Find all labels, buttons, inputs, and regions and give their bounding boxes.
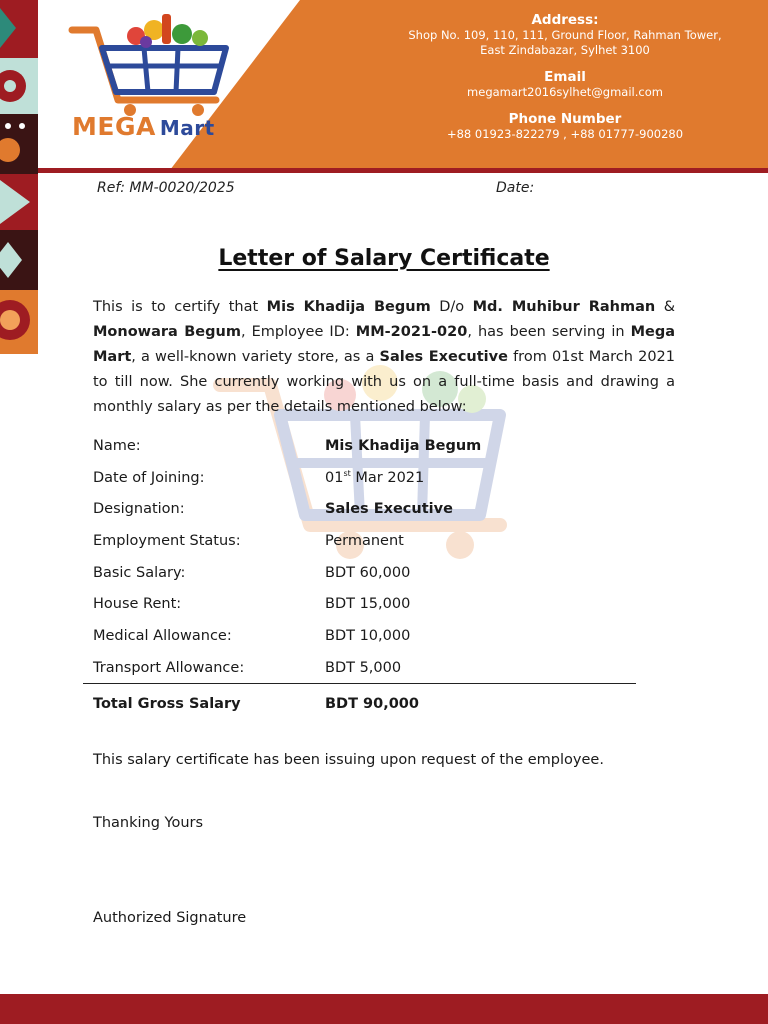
father-name: Md. Muhibur Rahman [472, 299, 656, 315]
page-title: Letter of Salary Certificate [218, 246, 550, 271]
signature-line: Authorized Signature [93, 910, 247, 926]
phone-value: +88 01923-822279 , +88 01777-900280 [446, 127, 684, 141]
address-label: Address: [531, 12, 599, 28]
email-value: megamart2016sylhet@gmail.com [467, 85, 663, 99]
detail-row: Medical Allowance: BDT 10,000 [93, 627, 411, 644]
detail-row: Name: Mis Khadija Begum [93, 437, 482, 454]
address-line-1: Shop No. 109, 110, 111, Ground Floor, Rahman Tower, [408, 28, 722, 42]
address-line-2: East Zindabazar, Sylhet 3100 [480, 43, 650, 57]
logo-brand: MEGA [72, 112, 156, 141]
detail-row: House Rent: BDT 15,000 [93, 596, 411, 613]
phone-label: Phone Number [508, 111, 622, 127]
logo-sub: Mart [159, 116, 215, 140]
mother-name: Monowara Begum [93, 324, 241, 340]
date-label: Date: [496, 180, 535, 196]
total-row: Total Gross Salary BDT 90,000 [93, 696, 419, 712]
employee-id: MM-2021-020 [355, 324, 468, 340]
logo-wordmark [72, 112, 215, 141]
employee-name: Mis Khadija Begum [266, 299, 431, 315]
salary-details [93, 430, 633, 684]
decorative-pattern [0, 0, 38, 354]
detail-row: Designation: Sales Executive [93, 501, 453, 518]
header-divider [0, 168, 768, 173]
intro-paragraph: This is to certify that Mis Khadija Begum D/o Md. Muhibur Rahman & Monowara Begum, Employee ID: MM-2021-020, has been serving in Mega Mart, a well-known variety store, as a Sales Executive from 01st March 2021 to till now. She currently working with us on a full-time basis and drawing a monthly salary as per the details mentioned below: [93, 299, 676, 415]
detail-row: Employment Status: Permanent [93, 532, 404, 549]
reference-number: Ref: MM-0020/2025 [97, 180, 235, 196]
detail-row: Date of Joining: 01st Mar 2021 [93, 469, 425, 486]
designation: Sales Executive [379, 349, 508, 365]
email-label: Email [544, 69, 586, 85]
detail-row: Transport Allowance: BDT 5,000 [93, 659, 402, 676]
total-divider [83, 683, 636, 684]
company-name: Mega Mart [93, 324, 675, 365]
thanks-line: Thanking Yours [93, 815, 204, 831]
footer-band [0, 994, 768, 1024]
closing-statement: This salary certificate has been issuing upon request of the employee. [93, 752, 604, 768]
detail-row: Basic Salary: BDT 60,000 [93, 564, 411, 581]
contact-block [380, 10, 750, 142]
total-value: BDT 90,000 [325, 696, 419, 712]
